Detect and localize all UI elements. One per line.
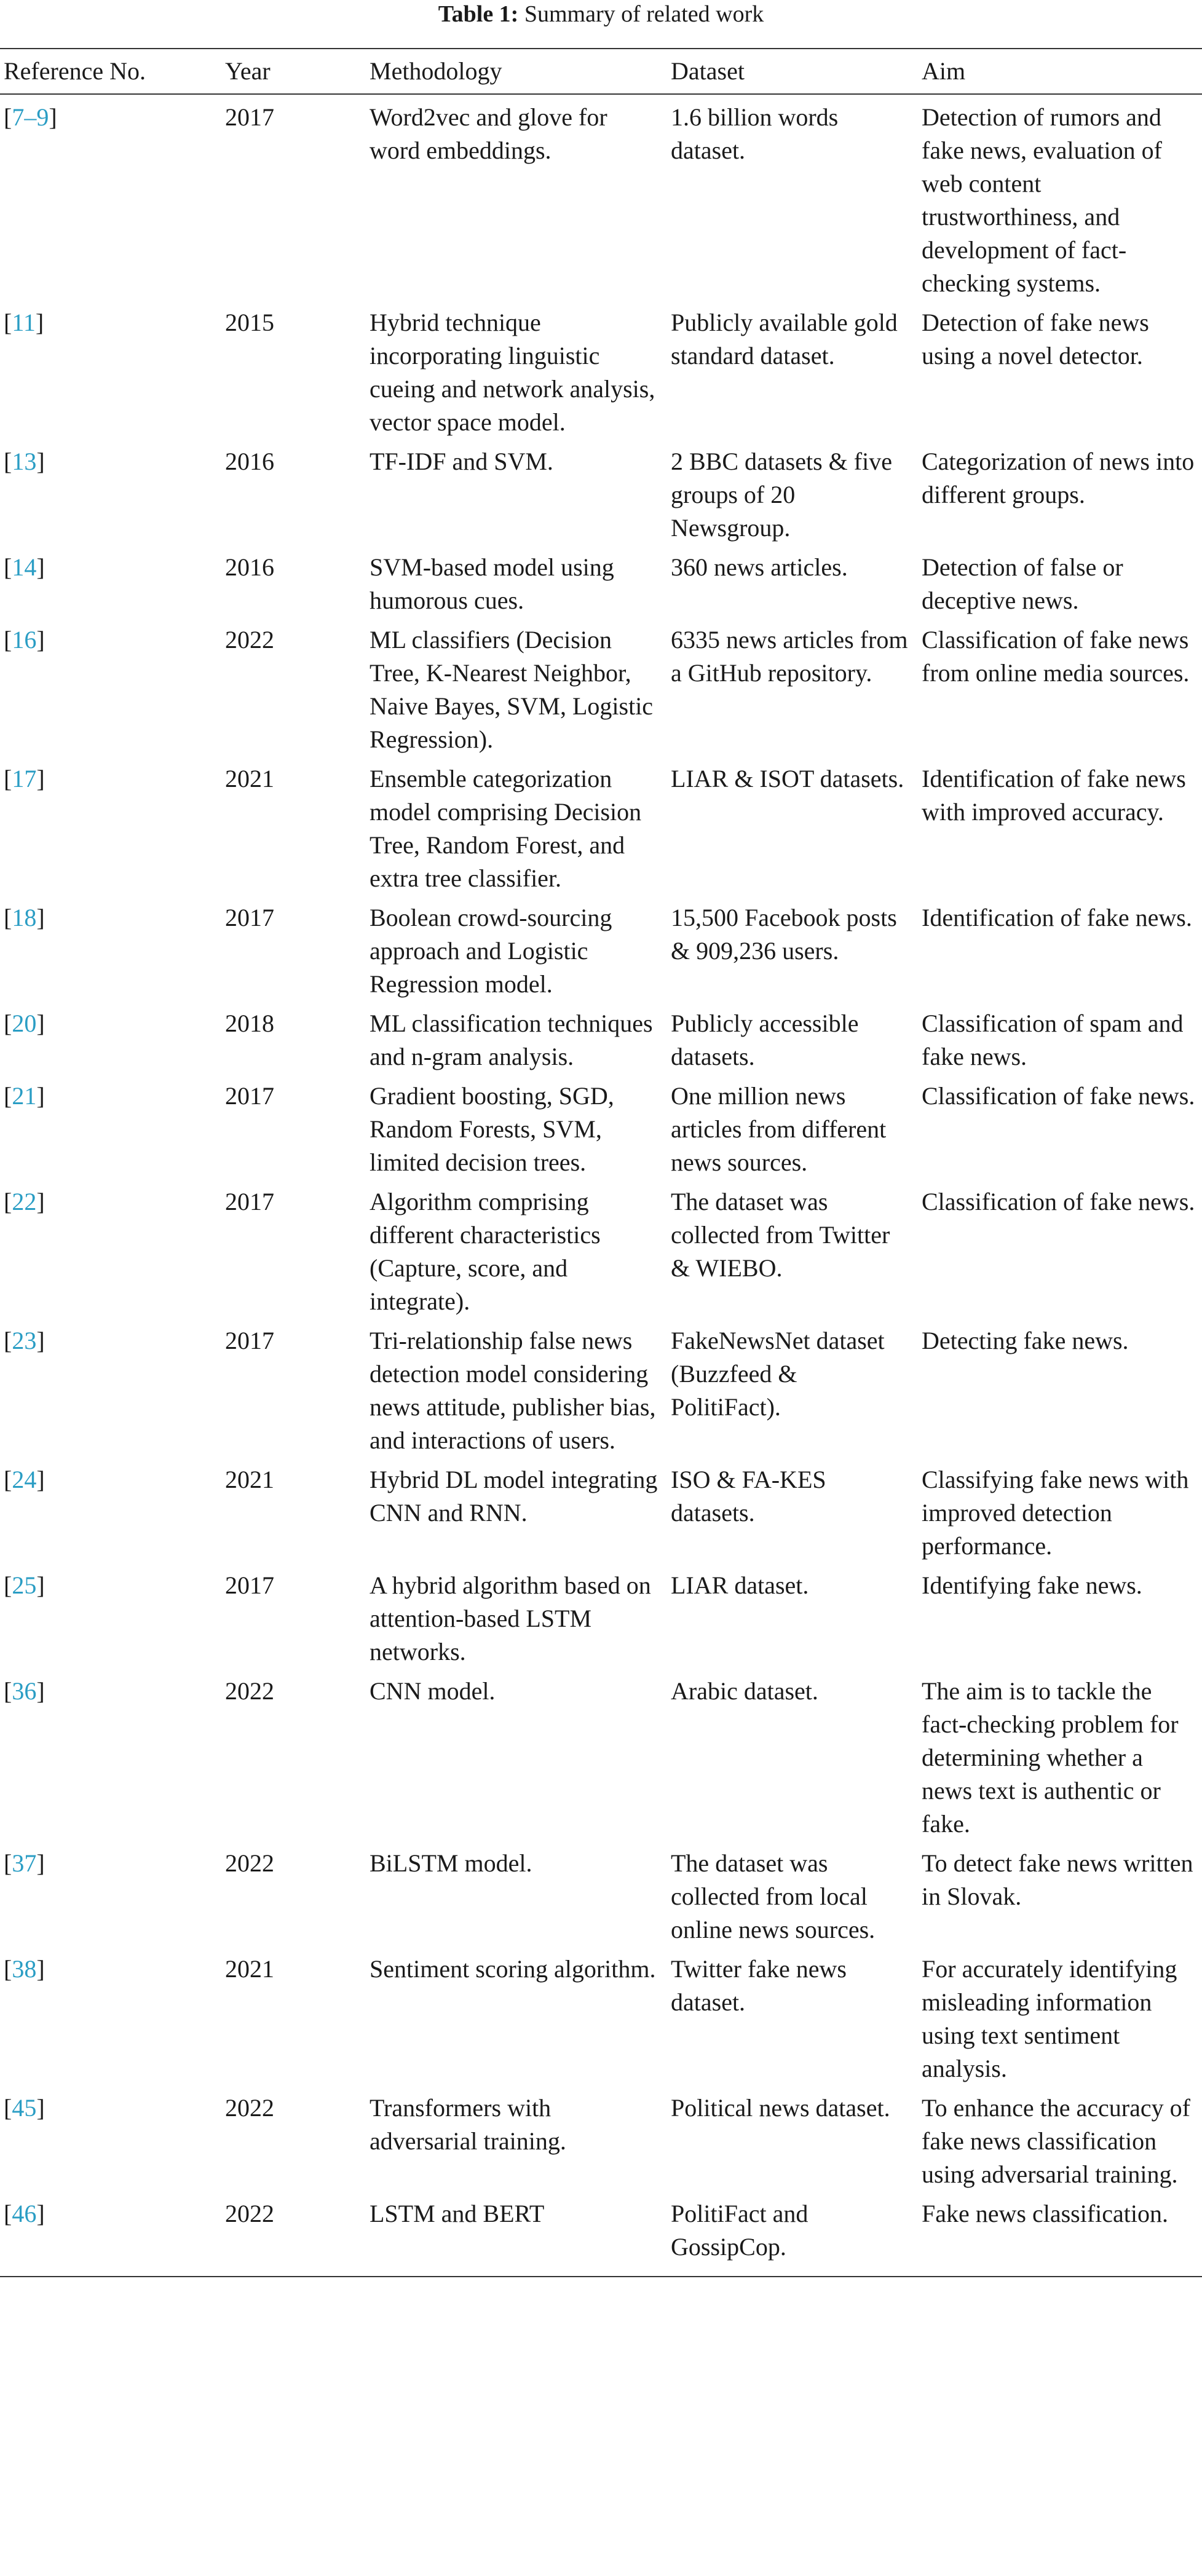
table-row	[0, 1563, 1202, 1669]
cell-methodology: Hybrid technique incorporating linguistic cueing and network analysis, vector space model.	[370, 309, 655, 436]
reference-link[interactable]: 13	[12, 448, 37, 475]
cell-reference: [20]	[4, 1009, 45, 1037]
table-row	[0, 1457, 1202, 1563]
cell-aim: Classification of fake news.	[922, 1082, 1195, 1110]
cell-year: 2022	[225, 1849, 274, 1877]
cell-dataset: Publicly available gold standard dataset.	[671, 309, 898, 369]
cell-methodology: ML classification techniques and n-gram analysis.	[370, 1009, 653, 1070]
cell-year: 2017	[225, 1571, 274, 1599]
cell-methodology: Algorithm comprising different characteristics (Capture, score, and integrate).	[370, 1188, 601, 1315]
table-row	[0, 545, 1202, 617]
table-caption	[0, 0, 1202, 38]
cell-dataset: The dataset was collected from local online news sources.	[671, 1849, 876, 1943]
cell-year: 2021	[225, 1466, 274, 1493]
cell-reference: [46]	[4, 2200, 45, 2227]
reference-link[interactable]: 38	[12, 1955, 37, 1983]
cell-reference: [24]	[4, 1466, 45, 1493]
cell-year: 2017	[225, 904, 274, 931]
table-row	[0, 1179, 1202, 1318]
cell-dataset: The dataset was collected from Twitter & WIEBO.	[671, 1188, 890, 1282]
cell-methodology: Boolean crowd-sourcing approach and Logistic Regression model.	[370, 904, 612, 998]
cell-methodology: Word2vec and glove for word embeddings.	[370, 103, 607, 164]
cell-aim: For accurately identifying misleading information using text sentiment analysis.	[922, 1955, 1177, 2082]
table-row	[0, 1318, 1202, 1457]
cell-aim: Identification of fake news with improved accuracy.	[922, 765, 1186, 826]
cell-methodology: Ensemble categorization model comprising Decision Tree, Random Forest, and extra tree classifier.	[370, 765, 642, 892]
table-row	[0, 1073, 1202, 1179]
cell-aim: Identifying fake news.	[922, 1571, 1142, 1599]
cell-reference: [22]	[4, 1188, 45, 1215]
reference-link[interactable]: 36	[12, 1677, 37, 1705]
reference-link[interactable]: 18	[12, 904, 37, 931]
cell-year: 2022	[225, 2200, 274, 2227]
reference-link[interactable]: 11	[12, 309, 36, 336]
cell-methodology: Gradient boosting, SGD, Random Forests, SVM, limited decision trees.	[370, 1082, 614, 1176]
cell-year: 2018	[225, 1009, 274, 1037]
cell-methodology: CNN model.	[370, 1677, 496, 1705]
table-row	[0, 439, 1202, 545]
cell-dataset: 2 BBC datasets & five groups of 20 Newsgroup.	[671, 448, 892, 542]
cell-year: 2016	[225, 448, 274, 475]
cell-methodology: Tri-relationship false news detection model considering news attitude, publisher bias, and interactions of users.	[370, 1327, 656, 1454]
cell-dataset: Arabic dataset.	[671, 1677, 818, 1705]
table-row	[0, 1001, 1202, 1073]
cell-aim: Detection of fake news using a novel detector.	[922, 309, 1149, 369]
cell-year: 2017	[225, 1188, 274, 1215]
table-row	[0, 2191, 1202, 2277]
reference-link[interactable]: 45	[12, 2094, 37, 2122]
cell-dataset: Publicly accessible datasets.	[671, 1009, 859, 1070]
table-row	[0, 1946, 1202, 2085]
cell-year: 2022	[225, 2094, 274, 2122]
cell-aim: To enhance the accuracy of fake news classification using adversarial training.	[922, 2094, 1190, 2188]
table-row	[0, 300, 1202, 439]
cell-dataset: Twitter fake news dataset.	[671, 1955, 847, 2016]
cell-dataset: 360 news articles.	[671, 553, 848, 581]
table-row	[0, 617, 1202, 756]
cell-aim: The aim is to tackle the fact-checking problem for determining whether a news text is authentic or fake.	[922, 1677, 1179, 1838]
cell-aim: Detecting fake news.	[922, 1327, 1129, 1354]
cell-year: 2017	[225, 1327, 274, 1354]
table-title: Summary of related work	[524, 1, 764, 27]
cell-dataset: 6335 news articles from a GitHub repository.	[671, 626, 908, 687]
cell-aim: Fake news classification.	[922, 2200, 1168, 2227]
cell-methodology: Transformers with adversarial training.	[370, 2094, 566, 2155]
cell-reference: [13]	[4, 448, 45, 475]
cell-reference: [38]	[4, 1955, 45, 1983]
reference-link[interactable]: 24	[12, 1466, 37, 1493]
cell-methodology: SVM-based model using humorous cues.	[370, 553, 614, 614]
cell-dataset: 15,500 Facebook posts & 909,236 users.	[671, 904, 897, 965]
cell-year: 2016	[225, 553, 274, 581]
cell-dataset: FakeNewsNet dataset (Buzzfeed & PolitiFact).	[671, 1327, 885, 1421]
cell-year: 2022	[225, 626, 274, 654]
reference-link[interactable]: 20	[12, 1009, 37, 1037]
cell-dataset: LIAR dataset.	[671, 1571, 809, 1599]
reference-link[interactable]: 17	[12, 765, 37, 792]
cell-methodology: LSTM and BERT	[370, 2200, 545, 2227]
reference-link[interactable]: 25	[12, 1571, 37, 1599]
table-row	[0, 1841, 1202, 1946]
cell-year: 2015	[225, 309, 274, 336]
cell-reference: [14]	[4, 553, 45, 581]
header-year: Year	[225, 57, 271, 85]
cell-reference: [11]	[4, 309, 44, 336]
cell-reference: [36]	[4, 1677, 45, 1705]
cell-reference: [45]	[4, 2094, 45, 2122]
cell-reference: [17]	[4, 765, 45, 792]
cell-dataset: ISO & FA-KES datasets.	[671, 1466, 826, 1527]
reference-link[interactable]: 21	[12, 1082, 37, 1110]
header-aim: Aim	[922, 57, 966, 85]
header-reference: Reference No.	[4, 57, 146, 85]
reference-link[interactable]: 16	[12, 626, 37, 654]
table-row	[0, 1669, 1202, 1841]
cell-reference: [16]	[4, 626, 45, 654]
reference-link[interactable]: 23	[12, 1327, 37, 1354]
reference-link[interactable]: 46	[12, 2200, 37, 2227]
cell-aim: Identification of fake news.	[922, 904, 1192, 931]
cell-year: 2017	[225, 1082, 274, 1110]
table-row	[0, 94, 1202, 300]
cell-methodology: ML classifiers (Decision Tree, K-Nearest Neighbor, Naive Bayes, SVM, Logistic Regression).	[370, 626, 654, 753]
cell-year: 2021	[225, 765, 274, 792]
cell-reference: [18]	[4, 904, 45, 931]
cell-methodology: A hybrid algorithm based on attention-based LSTM networks.	[370, 1571, 651, 1665]
cell-methodology: TF-IDF and SVM.	[370, 448, 553, 475]
table-number: Table 1:	[438, 1, 519, 27]
table-row	[0, 756, 1202, 895]
cell-reference: [37]	[4, 1849, 45, 1877]
cell-dataset: Political news dataset.	[671, 2094, 890, 2122]
cell-reference: [21]	[4, 1082, 45, 1110]
reference-link[interactable]: 7–9	[12, 103, 49, 131]
cell-aim: Classification of spam and fake news.	[922, 1009, 1184, 1070]
cell-year: 2021	[225, 1955, 274, 1983]
cell-aim: To detect fake news written in Slovak.	[922, 1849, 1193, 1910]
cell-dataset: 1.6 billion words dataset.	[671, 103, 839, 164]
cell-aim: Classifying fake news with improved detection performance.	[922, 1466, 1189, 1560]
cell-dataset: PolitiFact and GossipCop.	[671, 2200, 809, 2261]
cell-reference: [7–9]	[4, 103, 57, 131]
cell-methodology: BiLSTM model.	[370, 1849, 532, 1877]
table-header-row	[0, 49, 1202, 94]
cell-year: 2017	[225, 103, 274, 131]
reference-link[interactable]: 37	[12, 1849, 37, 1877]
reference-link[interactable]: 14	[12, 553, 37, 581]
cell-aim: Categorization of news into different groups.	[922, 448, 1195, 508]
cell-aim: Detection of rumors and fake news, evaluation of web content trustworthiness, and development of fact-checking systems.	[922, 103, 1162, 297]
cell-dataset: One million news articles from different news sources.	[671, 1082, 887, 1176]
cell-methodology: Hybrid DL model integrating CNN and RNN.	[370, 1466, 658, 1527]
related-work-table	[0, 48, 1202, 2277]
cell-year: 2022	[225, 1677, 274, 1705]
cell-aim: Classification of fake news from online media sources.	[922, 626, 1190, 687]
cell-methodology: Sentiment scoring algorithm.	[370, 1955, 656, 1983]
header-dataset: Dataset	[671, 57, 745, 85]
header-methodology: Methodology	[370, 57, 502, 85]
reference-link[interactable]: 22	[12, 1188, 37, 1215]
cell-reference: [25]	[4, 1571, 45, 1599]
table-row	[0, 895, 1202, 1001]
cell-reference: [23]	[4, 1327, 45, 1354]
table-row	[0, 2085, 1202, 2191]
cell-dataset: LIAR & ISOT datasets.	[671, 765, 904, 792]
cell-aim: Detection of false or deceptive news.	[922, 553, 1123, 614]
cell-aim: Classification of fake news.	[922, 1188, 1195, 1215]
